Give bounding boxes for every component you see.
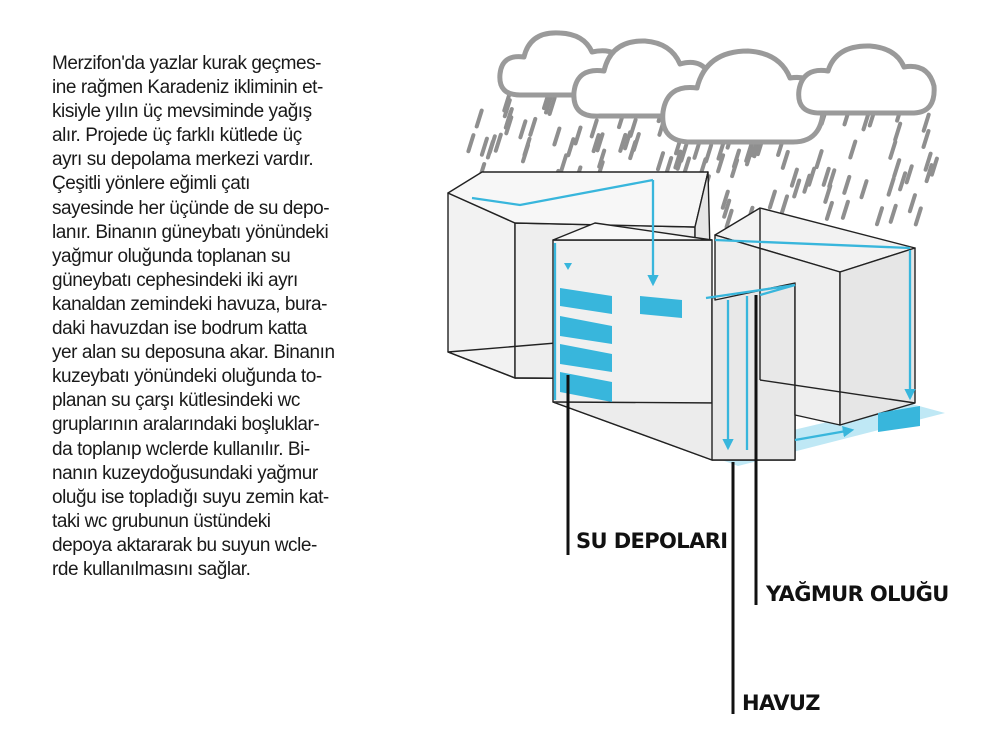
rain-drop — [825, 186, 830, 202]
paragraph-line: Merzifon'da yazlar kurak geçmes- — [52, 53, 322, 74]
rain-drop — [924, 131, 929, 147]
label-su-depolari: SU DEPOLARI — [576, 529, 728, 553]
paragraph-line: da toplanıp wclerde kullanılır. Bi- — [52, 438, 310, 460]
rain-drop — [681, 145, 686, 161]
rain-drop — [850, 142, 855, 158]
paragraph-line: Çeşitli yönlere eğimli çatı — [52, 173, 250, 195]
rain-drop — [924, 115, 929, 131]
paragraph-line: sayesinde her üçünde de su depo- — [52, 197, 330, 219]
rain-drop — [890, 142, 895, 158]
rain-drop — [477, 111, 482, 127]
rain-drop — [894, 160, 899, 176]
rain-drop — [658, 153, 663, 169]
paragraph-line: güneybatı cephesindeki iki ayrı — [52, 269, 298, 291]
rain-drop — [525, 139, 530, 155]
rain-drop — [843, 202, 848, 218]
cloud-icon — [799, 46, 934, 113]
rain-drop — [809, 169, 814, 185]
rain-drop — [554, 129, 559, 145]
paragraph-line: rde kullanılmasını sağlar. — [52, 558, 251, 580]
rain-drop — [706, 145, 711, 161]
rain-drop — [592, 120, 597, 136]
rain-drop — [891, 206, 896, 222]
rain-drop — [576, 128, 581, 144]
rain-drop — [889, 179, 894, 195]
rain-drop — [827, 203, 832, 219]
paragraph-line: kisiyle yılın üç mevsiminde yağış — [52, 101, 312, 123]
rain-drop — [844, 177, 849, 193]
paragraph-line: yağmur oluğunda toplanan su — [52, 245, 291, 267]
paragraph-line: daki havuzdan ise bodrum katta — [52, 318, 307, 340]
paragraph-line: depoya aktararak bu suyun wcle- — [52, 534, 317, 556]
rain-drop — [732, 160, 737, 176]
paragraph-line: alır. Projede üç farklı kütlede üç — [52, 125, 302, 147]
rain-drop — [561, 155, 566, 171]
paragraph-line: taki wc grubunun üstündeki — [52, 510, 271, 532]
rain-drop — [482, 139, 487, 155]
paragraph-line: yer alan su deposuna akar. Binanın — [52, 342, 335, 364]
rain-drop — [900, 173, 905, 189]
paragraph-line: ayrı su depolama merkezi vardır. — [52, 149, 314, 171]
paragraph-line: ine rağmen Karadeniz ikliminin et- — [52, 77, 323, 99]
rain-drop — [916, 208, 921, 224]
rain-drop — [783, 152, 788, 168]
rain-drop — [530, 119, 535, 135]
label-yagmur-olugu: YAĞMUR OLUĞU — [766, 582, 949, 606]
rain-drop — [568, 139, 573, 155]
rain-drop — [794, 181, 799, 197]
rain-drop — [792, 170, 797, 186]
rain-drop — [910, 195, 915, 211]
paragraph-line: nanın kuzeydoğusundaki yağmur — [52, 462, 318, 484]
label-havuz: HAVUZ — [742, 691, 820, 715]
rain-drop — [468, 135, 473, 151]
rain-drop — [817, 151, 822, 167]
rain-drop — [782, 196, 787, 212]
paragraph-line: planan su çarşı kütlesindeki wc — [52, 390, 300, 412]
rain-drop — [895, 124, 900, 140]
paragraph-line: lanır. Binanın güneybatı yönündeki — [52, 221, 329, 243]
paragraph-line: kanaldan zemindeki havuza, bura- — [52, 293, 327, 315]
paragraph-line: kuzeybatı yönündeki oluğunda to- — [52, 366, 322, 388]
rain-drop — [907, 166, 912, 182]
rain-drop — [824, 169, 829, 185]
rain-drop — [829, 170, 834, 186]
rain-drop — [864, 113, 869, 129]
paragraph-line: oluğu ise topladığı suyu zemin kat- — [52, 486, 329, 508]
rain-drop — [630, 142, 635, 158]
rain-drop — [520, 121, 525, 137]
rain-drop — [862, 181, 867, 197]
rain-drop — [770, 192, 775, 208]
paragraph-line: gruplarının aralarındaki boşluklar- — [52, 414, 320, 436]
rain-drop — [877, 208, 882, 224]
